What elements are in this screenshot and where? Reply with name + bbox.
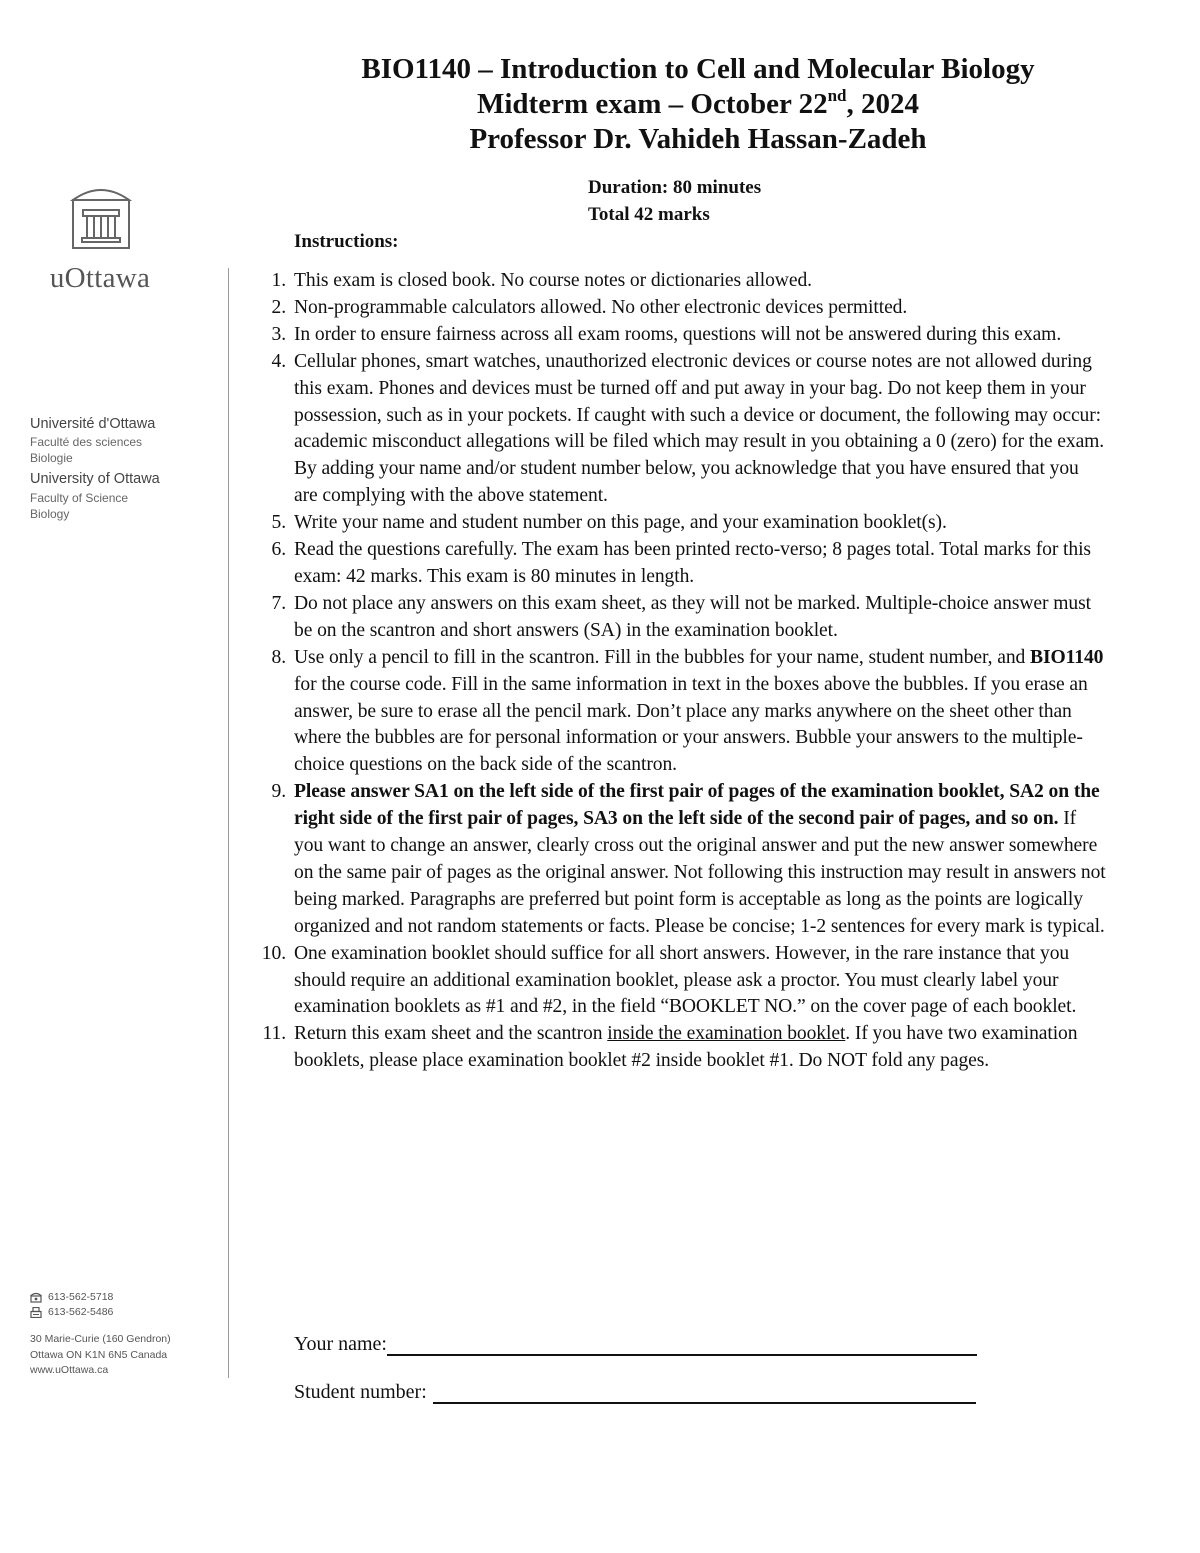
exam-title-block [298,52,1098,156]
instruction-number: 3. [271,323,286,345]
exam-date-line [298,87,1098,122]
instruction-item [252,295,1107,322]
instructions-list [252,268,1107,1075]
instruction-item [252,322,1107,349]
instruction-text: Write your name and student number on this page, and your examination booklet(s). [294,512,947,534]
instruction-number: 9. [271,781,286,803]
sidebar-divider [228,268,229,1378]
exam-date-suffix: , 2024 [846,87,919,120]
affiliation-en-department: Biology [30,506,70,521]
instruction-number: 8. [271,646,286,668]
instruction-text: for the course code. Fill in the same information in text in the boxes above the bubbles. If you erase an answer, be sure to erase all the pencil mark. Don’t place any marks anywhere on the sheet other than where the bubbles are for personal information or your answers. Bubble your answers to the multiple-choice questions on the back side of the scantron. [294,673,1088,776]
affiliation-en-university: University of Ottawa [30,471,160,488]
exam-duration: Duration: 80 minutes [588,177,762,198]
name-input-line[interactable] [387,1332,977,1356]
exam-total-marks: Total 42 marks [588,203,710,225]
instruction-number: 11. [262,1023,286,1045]
student-number-field-row [294,1380,976,1404]
instruction-text: Return this exam sheet and the scantron [294,1023,608,1045]
instruction-number: 10. [261,942,286,964]
affiliation-en-faculty: Faculty of Science [30,490,129,505]
exam-date-ordinal: nd [827,85,847,105]
course-code-emphasis: BIO1140 [1030,646,1104,668]
instruction-text: Cellular phones, smart watches, unauthorized electronic devices or course notes are not allowed during this exam. Phones and devices must be turned off and put away in your bag. Do not keep them in your possession, such as in your pockets. If caught with such a device or document, the following may occur: academic misconduct allegations will be filed which may result in you obtaining a 0 (zero) for the exam. By adding your name and/or student number below, you acknowledge that you have ensured that you are complying with the above statement. [294,350,1105,507]
instruction-text: In order to ensure fairness across all exam rooms, questions will not be answered during this exam. [294,323,1062,345]
student-number-label: Student number: [294,1381,427,1403]
fax-number: 613-562-5486 [48,1306,114,1319]
sidebar [0,0,228,1553]
name-field-row [294,1332,977,1356]
instruction-item [252,349,1107,510]
instruction-item [252,510,1107,537]
instruction-item [252,537,1107,591]
instruction-number: 4. [271,350,286,372]
exam-duration-block [588,175,761,228]
instruction-underlined-text: inside the examination booklet [607,1023,846,1045]
instruction-number: 5. [271,512,286,534]
instruction-text: Do not place any answers on this exam sheet, as they will not be marked. Multiple-choice answer must be on the scantron and short answers (SA) in the examination booklet. [294,592,1091,641]
instruction-bold-text: Please answer SA1 on the left side of the first pair of pages of the examination booklet, SA2 on the right side of the first pair of pages, SA3 on the left side of the second pair of pages, and so on. [294,781,1100,830]
address-block [30,1332,220,1378]
address-line-2: Ottawa ON K1N 6N5 Canada [30,1348,168,1361]
contact-block [30,1290,220,1378]
instruction-item [252,268,1107,295]
website-link: www.uOttawa.ca [30,1363,109,1376]
affiliation-block [30,416,220,521]
instruction-number: 6. [271,539,286,561]
instruction-text: Read the questions carefully. The exam has been printed recto-verso; 8 pages total. Total marks for this exam: 42 marks. This exam is 80 minutes in length. [294,539,1091,587]
instruction-item [252,779,1107,940]
instruction-text: This exam is closed book. No course notes or dictionaries allowed. [294,270,812,291]
exam-date-prefix: Midterm exam – October 22 [477,87,828,120]
instruction-text: Use only a pencil to fill in the scantron. Fill in the bubbles for your name, student number, and [294,646,1031,668]
instruction-text: . If you have two examination booklets, please place examination booklet #2 inside booklet #1. Do NOT fold any pages. [294,1023,1078,1072]
instruction-item [252,941,1107,1022]
fax-icon [30,1307,42,1318]
instruction-text: Non-programmable calculators allowed. No other electronic devices permitted. [294,296,908,318]
professor-name: Professor Dr. Vahideh Hassan-Zadeh [469,122,927,155]
affiliation-fr-faculty: Faculté des sciences [30,435,143,450]
course-title: BIO1140 – Introduction to Cell and Molecular Biology [361,53,1035,85]
affiliation-fr-university: Université d'Ottawa [30,416,156,432]
affiliation-fr-department: Biologie [30,451,73,466]
student-number-input-line[interactable] [433,1380,976,1404]
instruction-item [252,591,1107,645]
instruction-number: 1. [271,270,286,291]
instruction-item [252,1021,1107,1075]
instruction-number: 7. [271,592,286,614]
instruction-text: If you want to change an answer, clearly cross out the original answer and put the new answer somewhere on the same pair of pages as the original answer. Not following this instruction may result in answers not being marked. Paragraphs are preferred but point form is acceptable as long as the points are logically organized and not random statements or facts. Please be concise; 1-2 sentences for every mark is typical. [294,808,1106,937]
fax-row [30,1305,220,1320]
phone-icon [30,1292,42,1303]
university-building-icon [68,178,134,254]
name-label: Your name: [294,1333,387,1355]
instruction-text: One examination booklet should suffice for all short answers. However, in the rare instance that you should require an additional examination booklet, please ask a proctor. You must clearly label your examination booklets as #1 and #2, in the field “BOOKLET NO.” on the cover page of each booklet. [294,942,1077,1018]
instruction-number: 2. [271,296,286,318]
phone-row [30,1290,220,1305]
phone-number: 613-562-5718 [48,1291,114,1303]
uottawa-logo-text: uOttawa [49,262,151,294]
instruction-item [252,645,1107,780]
address-line-1: 30 Marie-Curie (160 Gendron) [30,1333,171,1346]
instructions-heading: Instructions: [294,231,399,252]
